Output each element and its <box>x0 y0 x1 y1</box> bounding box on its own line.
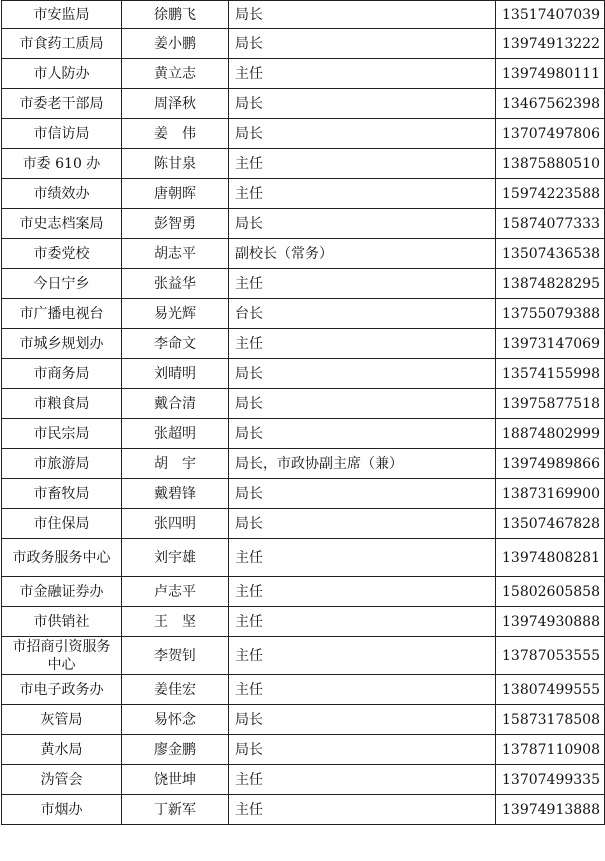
phone-cell: 13707497806 <box>496 119 605 149</box>
table-row <box>2 675 605 705</box>
title-cell: 主任 <box>229 607 496 637</box>
table-row <box>2 795 605 825</box>
table-row <box>2 29 605 59</box>
name-cell: 丁新军 <box>122 795 229 825</box>
name-cell: 刘宇雄 <box>122 539 229 577</box>
title-cell: 局长 <box>229 119 496 149</box>
phone-cell: 13807499555 <box>496 675 605 705</box>
title-cell: 局长 <box>229 705 496 735</box>
title-cell: 主任 <box>229 765 496 795</box>
unit-cell: 市烟办 <box>2 795 122 825</box>
name-cell: 刘晴明 <box>122 359 229 389</box>
phone-cell: 13973147069 <box>496 329 605 359</box>
title-cell: 主任 <box>229 179 496 209</box>
phone-cell: 13974913888 <box>496 795 605 825</box>
unit-cell: 市城乡规划办 <box>2 329 122 359</box>
table-row <box>2 119 605 149</box>
table-row <box>2 577 605 607</box>
phone-cell: 13707499335 <box>496 765 605 795</box>
name-cell: 彭智勇 <box>122 209 229 239</box>
title-cell: 主任 <box>229 59 496 89</box>
phone-cell: 13517407039 <box>496 1 605 29</box>
table-row <box>2 59 605 89</box>
table-row <box>2 765 605 795</box>
unit-cell: 市民宗局 <box>2 419 122 449</box>
table-row <box>2 269 605 299</box>
unit-cell: 黄水局 <box>2 735 122 765</box>
unit-cell: 市人防办 <box>2 59 122 89</box>
title-cell: 局长，市政协副主席（兼） <box>229 449 496 479</box>
unit-cell: 市安监局 <box>2 1 122 29</box>
title-cell: 主任 <box>229 577 496 607</box>
unit-cell: 市绩效办 <box>2 179 122 209</box>
unit-cell: 市商务局 <box>2 359 122 389</box>
name-cell: 徐鹏飞 <box>122 1 229 29</box>
name-cell: 姜 伟 <box>122 119 229 149</box>
unit-cell: 市金融证券办 <box>2 577 122 607</box>
table-row <box>2 1 605 29</box>
title-cell: 台长 <box>229 299 496 329</box>
phone-cell: 13787053555 <box>496 637 605 675</box>
phone-cell: 15873178508 <box>496 705 605 735</box>
name-cell: 张四明 <box>122 509 229 539</box>
name-cell: 唐朝晖 <box>122 179 229 209</box>
phone-cell: 13974980111 <box>496 59 605 89</box>
name-cell: 周泽秋 <box>122 89 229 119</box>
table-row <box>2 607 605 637</box>
phone-cell: 13755079388 <box>496 299 605 329</box>
title-cell: 主任 <box>229 539 496 577</box>
table-row <box>2 299 605 329</box>
unit-cell: 市旅游局 <box>2 449 122 479</box>
unit-cell: 市电子政务办 <box>2 675 122 705</box>
title-cell: 主任 <box>229 675 496 705</box>
title-cell: 主任 <box>229 637 496 675</box>
phone-cell: 13574155998 <box>496 359 605 389</box>
table-row <box>2 359 605 389</box>
unit-cell: 市史志档案局 <box>2 209 122 239</box>
table-row <box>2 89 605 119</box>
phone-cell: 18874802999 <box>496 419 605 449</box>
phone-cell: 13974989866 <box>496 449 605 479</box>
table-row <box>2 389 605 419</box>
table-row <box>2 637 605 675</box>
phone-cell: 15802605858 <box>496 577 605 607</box>
unit-cell: 今日宁乡 <box>2 269 122 299</box>
table-row <box>2 419 605 449</box>
phone-cell: 13787110908 <box>496 735 605 765</box>
title-cell: 主任 <box>229 329 496 359</box>
name-cell: 姜小鹏 <box>122 29 229 59</box>
unit-cell: 市政务服务中心 <box>2 539 122 577</box>
name-cell: 戴合清 <box>122 389 229 419</box>
unit-cell: 沩管会 <box>2 765 122 795</box>
unit-cell: 市食药工质局 <box>2 29 122 59</box>
phone-cell: 15874077333 <box>496 209 605 239</box>
unit-cell: 市粮食局 <box>2 389 122 419</box>
table-row <box>2 239 605 269</box>
unit-cell: 市委老干部局 <box>2 89 122 119</box>
phone-cell: 13873169900 <box>496 479 605 509</box>
name-cell: 李命文 <box>122 329 229 359</box>
phone-cell: 13507436538 <box>496 239 605 269</box>
contact-table <box>1 0 605 825</box>
unit-cell: 市住保局 <box>2 509 122 539</box>
phone-cell: 13974930888 <box>496 607 605 637</box>
phone-cell: 13974913222 <box>496 29 605 59</box>
phone-cell: 15974223588 <box>496 179 605 209</box>
title-cell: 主任 <box>229 795 496 825</box>
title-cell: 局长 <box>229 29 496 59</box>
phone-cell: 13974808281 <box>496 539 605 577</box>
name-cell: 饶世坤 <box>122 765 229 795</box>
title-cell: 主任 <box>229 149 496 179</box>
table-row <box>2 449 605 479</box>
name-cell: 廖金鹏 <box>122 735 229 765</box>
title-cell: 主任 <box>229 269 496 299</box>
name-cell: 王 坚 <box>122 607 229 637</box>
title-cell: 局长 <box>229 389 496 419</box>
title-cell: 局长 <box>229 89 496 119</box>
name-cell: 易光辉 <box>122 299 229 329</box>
name-cell: 黄立志 <box>122 59 229 89</box>
title-cell: 局长 <box>229 419 496 449</box>
phone-cell: 13467562398 <box>496 89 605 119</box>
table-row <box>2 179 605 209</box>
name-cell: 胡 宇 <box>122 449 229 479</box>
phone-cell: 13975877518 <box>496 389 605 419</box>
table-row <box>2 209 605 239</box>
unit-cell: 市供销社 <box>2 607 122 637</box>
phone-cell: 13875880510 <box>496 149 605 179</box>
title-cell: 局长 <box>229 735 496 765</box>
name-cell: 李贺钊 <box>122 637 229 675</box>
title-cell: 副校长（常务） <box>229 239 496 269</box>
table-row <box>2 149 605 179</box>
unit-cell: 灰管局 <box>2 705 122 735</box>
name-cell: 易怀念 <box>122 705 229 735</box>
title-cell: 局长 <box>229 359 496 389</box>
name-cell: 姜佳宏 <box>122 675 229 705</box>
name-cell: 戴碧锋 <box>122 479 229 509</box>
title-cell: 局长 <box>229 509 496 539</box>
table-row <box>2 539 605 577</box>
title-cell: 局长 <box>229 479 496 509</box>
table-row <box>2 479 605 509</box>
unit-cell: 市信访局 <box>2 119 122 149</box>
unit-cell: 市委 610 办 <box>2 149 122 179</box>
unit-cell: 市广播电视台 <box>2 299 122 329</box>
table-row <box>2 509 605 539</box>
name-cell: 陈甘泉 <box>122 149 229 179</box>
contact-table-body <box>2 1 605 825</box>
name-cell: 张超明 <box>122 419 229 449</box>
phone-cell: 13507467828 <box>496 509 605 539</box>
phone-cell: 13874828295 <box>496 269 605 299</box>
unit-cell: 市招商引资服务中心 <box>2 637 122 675</box>
table-row <box>2 705 605 735</box>
unit-cell: 市畜牧局 <box>2 479 122 509</box>
name-cell: 胡志平 <box>122 239 229 269</box>
title-cell: 局长 <box>229 1 496 29</box>
table-row <box>2 329 605 359</box>
table-row <box>2 735 605 765</box>
name-cell: 张益华 <box>122 269 229 299</box>
title-cell: 局长 <box>229 209 496 239</box>
name-cell: 卢志平 <box>122 577 229 607</box>
unit-cell: 市委党校 <box>2 239 122 269</box>
